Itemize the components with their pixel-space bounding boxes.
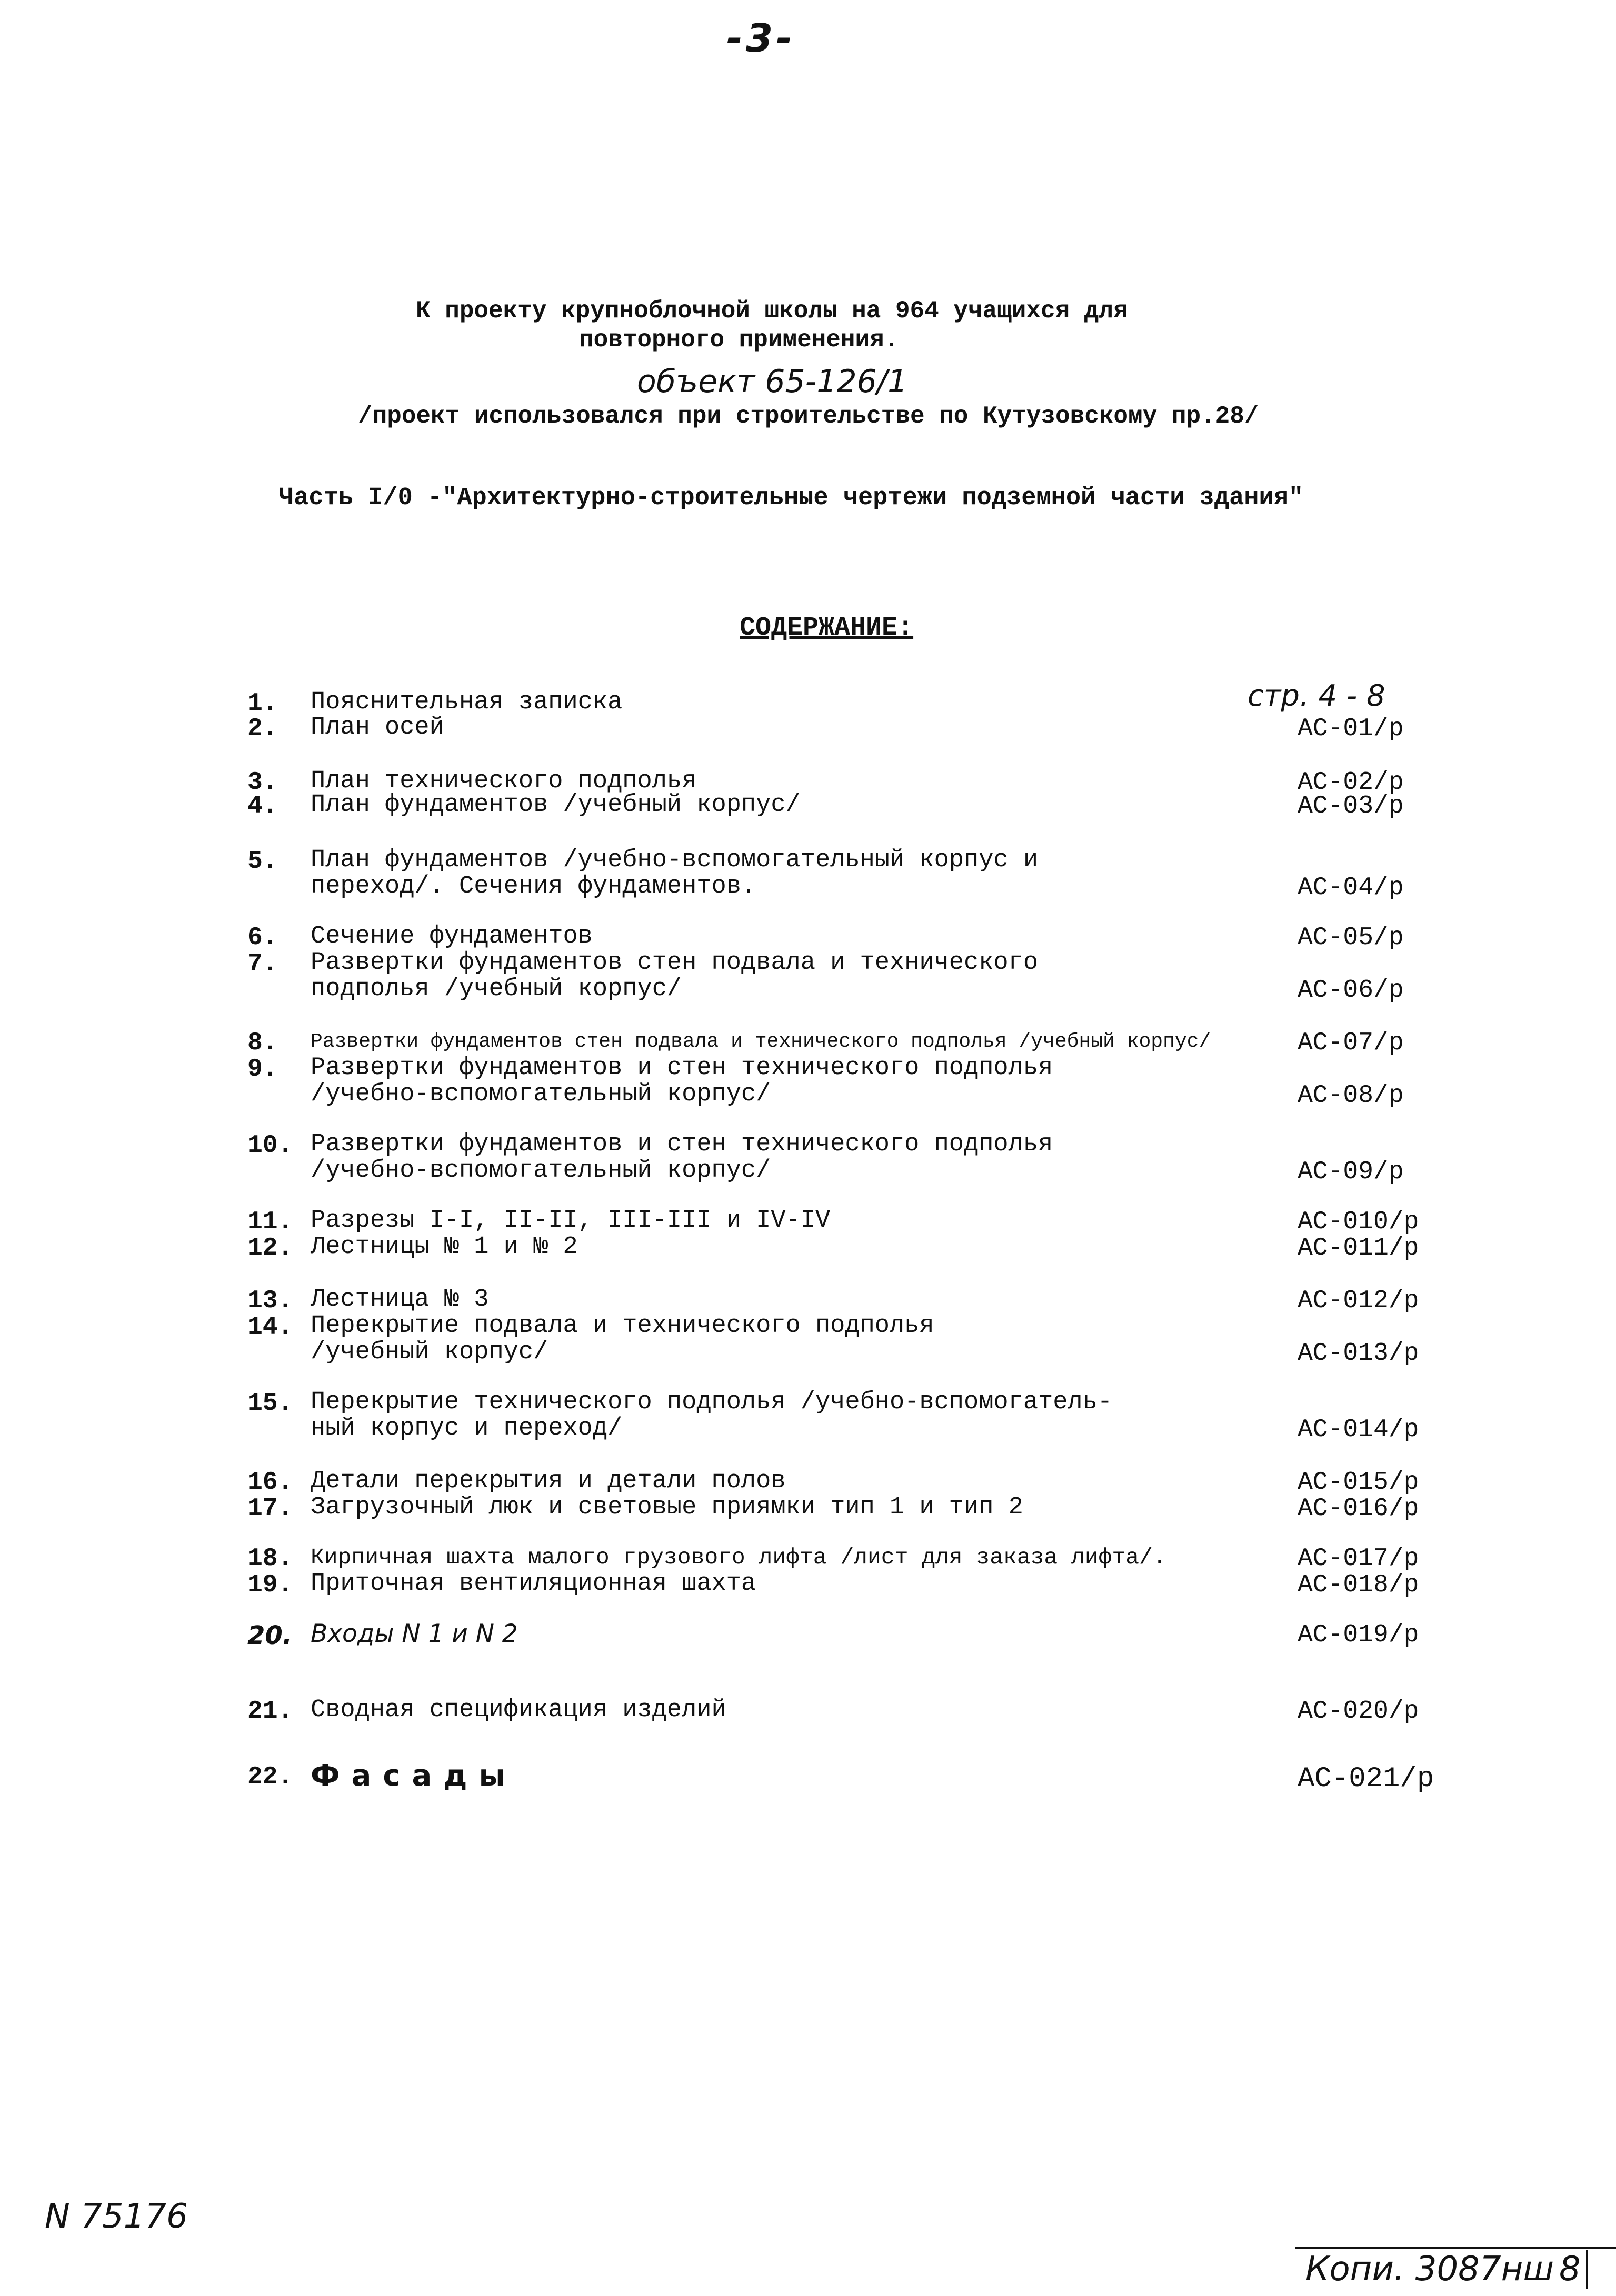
item-number: 9. [247,1055,278,1084]
item-number: 14. [247,1313,293,1341]
item-title: Развертки фундаментов и стен технического подполья /учебно-вспомогательный корпус/ [311,1054,1053,1108]
item-number: 4. [247,792,278,820]
drawing-code: АС-021/р [1298,1763,1434,1795]
item-title: Детали перекрытия и детали полов [311,1467,786,1495]
item-title: Входы N 1 и N 2 [311,1619,518,1648]
drawing-code: АС-018/р [1298,1571,1419,1599]
item-title: Пояснительная записка [311,688,623,716]
item-number: 6. [247,924,278,952]
project-usage-note: /проект использовался при строительстве по Кутузовскому пр.28/ [358,403,1259,430]
drawing-code: АС-06/р [1298,976,1404,1005]
drawing-code: АС-02/р [1298,768,1404,797]
item-number: 19. [247,1571,293,1599]
item-title: План технического подполья [311,767,697,795]
inventory-number-stamp: N 75176 [45,2197,188,2236]
drawing-code: АС-09/р [1298,1158,1404,1186]
item-number: 20. [247,1621,293,1650]
item-number: 8. [247,1029,278,1057]
item-number: 2. [247,715,278,743]
drawing-code: АС-08/р [1298,1081,1404,1110]
item-title: Лестницы № 1 и № 2 [311,1233,578,1261]
item-title: Кирпичная шахта малого грузового лифта /лист для заказа лифта/. [311,1545,1166,1570]
drawing-code: АС-05/р [1298,924,1404,952]
item-title: Лестница № 3 [311,1286,489,1314]
copy-number-suffix: 8 [1559,2250,1581,2289]
item-title: Развертки фундаментов стен подвала и технического подполья /учебный корпус/ [311,1030,1211,1053]
drawing-code: АС-03/р [1298,792,1404,820]
item-title: Развертки фундаментов стен подвала и технического подполья /учебный корпус/ [311,949,1039,1003]
item-number: 10. [247,1131,293,1160]
item-number: 3. [247,768,278,797]
drawing-code: АС-01/р [1298,715,1404,743]
item-title: Сводная спецификация изделий [311,1696,726,1724]
drawing-code: АС-012/р [1298,1287,1419,1315]
item-title: План осей [311,714,444,741]
item-title: План фундаментов /учебно-вспомогательный корпус и переход/. Сечения фундаментов. [311,846,1039,900]
item-number: 17. [247,1495,293,1523]
item-title: Фасады [311,1759,517,1793]
item-title: Приточная вентиляционная шахта [311,1570,756,1598]
item-title: Развертки фундаментов и стен технического подполья /учебно-вспомогательный корпус/ [311,1130,1053,1185]
item-number: 21. [247,1697,293,1726]
page-number: -3- [726,16,795,61]
copy-number-text: Копи. 3087нш [1305,2250,1554,2289]
drawing-code: АС-07/р [1298,1029,1404,1057]
drawing-code: АС-019/р [1298,1621,1419,1649]
item-title: Разрезы I-I, II-II, III-III и IV-IV [311,1207,831,1235]
item-title: Сечение фундаментов [311,923,593,950]
item-number: 18. [247,1545,293,1573]
item-title: Загрузочный люк и световые приямки тип 1 и тип 2 [311,1493,1023,1521]
item-number: 11. [247,1208,293,1236]
item-number: 12. [247,1234,293,1262]
item-number: 5. [247,847,278,876]
copy-number-stamp [1305,2250,1588,2289]
object-number: объект 65-126/1 [637,363,908,400]
stamp-frame-line [1295,2247,1616,2249]
contents-heading: СОДЕРЖАНИЕ: [740,613,914,643]
part-title: Часть I/0 -"Архитектурно-строительные чертежи подземной части здания" [279,484,1304,512]
drawing-code: АС-017/р [1298,1545,1419,1573]
drawing-code: АС-016/р [1298,1495,1419,1523]
drawing-code: АС-015/р [1298,1468,1419,1497]
header-line-2: повторного применения. [579,326,899,354]
item-title: Перекрытие подвала и технического подполья /учебный корпус/ [311,1312,934,1366]
item-number: 13. [247,1287,293,1315]
item-number: 7. [247,950,278,978]
drawing-code: АС-014/р [1298,1416,1419,1444]
item-number: 1. [247,689,278,718]
item-number: 16. [247,1468,293,1497]
item-number: 22. [247,1763,293,1791]
item-title: Перекрытие технического подполья /учебно-вспомогатель- ный корпус и переход/ [311,1388,1113,1442]
drawing-code: АС-020/р [1298,1697,1419,1726]
header-line-1: К проекту крупноблочной школы на 964 учащихся для [416,297,1128,325]
item-number: 15. [247,1389,293,1418]
drawing-code: АС-04/р [1298,874,1404,902]
drawing-code: АС-010/р [1298,1208,1419,1236]
pages-reference: стр. 4 - 8 [1248,679,1385,713]
drawing-code: АС-011/р [1298,1234,1419,1262]
item-title: План фундаментов /учебный корпус/ [311,791,801,819]
drawing-code: АС-013/р [1298,1339,1419,1368]
